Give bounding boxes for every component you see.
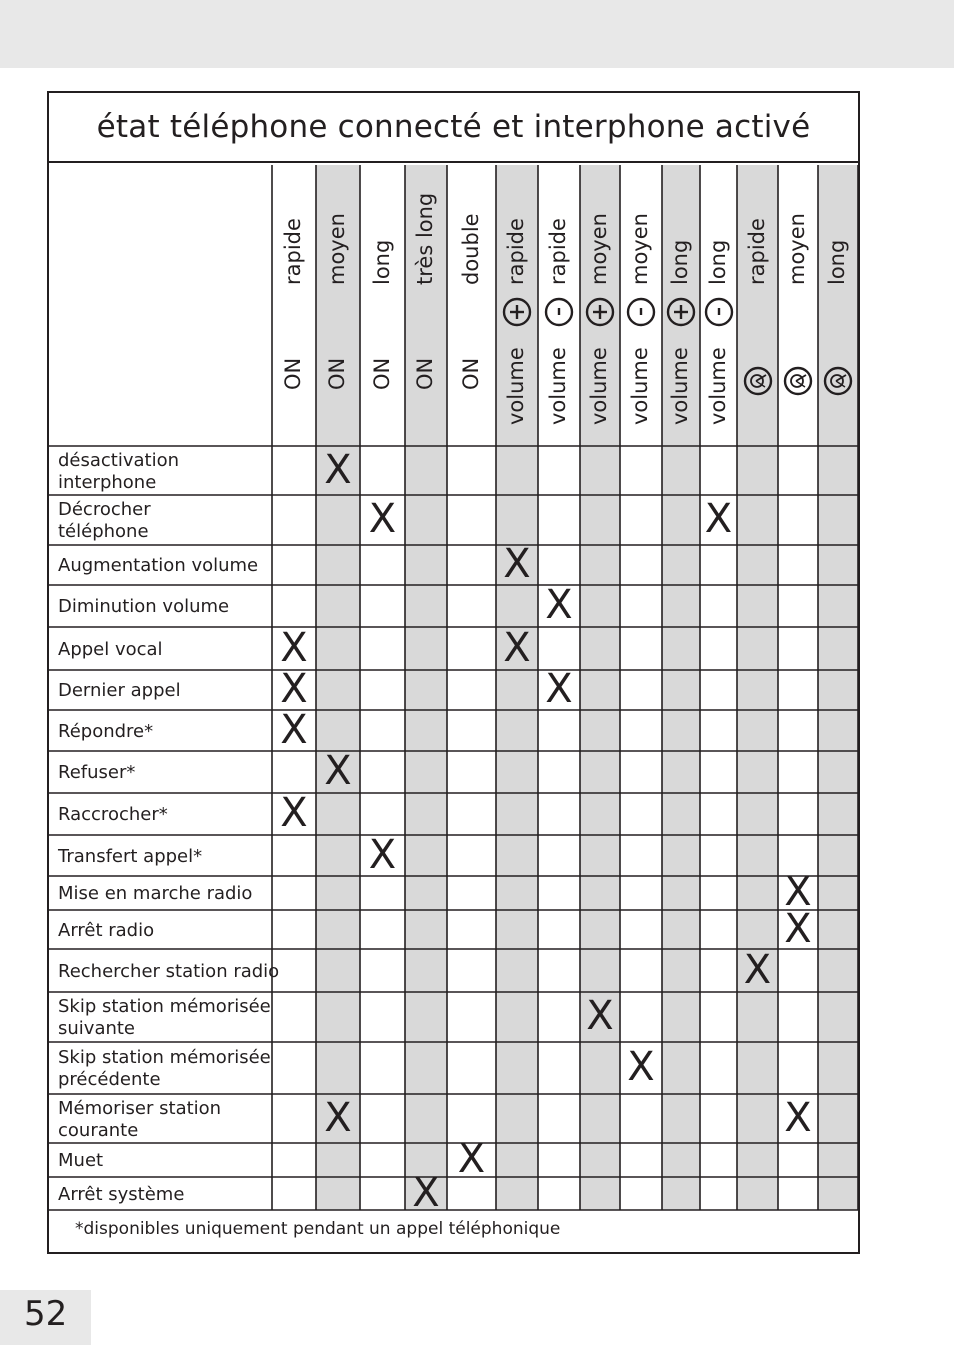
column-header-top: moyen: [628, 213, 652, 285]
minus-circle-icon: [626, 297, 656, 327]
column-header-bottom: volume: [705, 347, 730, 425]
row-label: [58, 450, 179, 494]
row-label-line: précédente: [58, 1069, 161, 1090]
x-mark: X: [324, 446, 352, 493]
x-mark: X: [368, 496, 397, 542]
x-mark: X: [503, 624, 531, 671]
shaded-column: [737, 165, 778, 1210]
x-mark: X: [545, 666, 573, 712]
column-header-top: long: [825, 239, 849, 285]
plus-circle-icon: [666, 297, 696, 327]
plus-circle-icon: [502, 297, 532, 327]
row-label: [58, 1047, 271, 1091]
column-header-bottom: volume: [668, 347, 692, 425]
row-label-line: Transfert appel*: [58, 845, 203, 867]
shaded-column: [405, 165, 447, 1210]
column-header-top: long: [705, 239, 730, 285]
column-header-top: rapide: [281, 218, 305, 285]
page-title: état téléphone connecté et interphone activé: [49, 93, 858, 163]
row-label: [58, 555, 258, 577]
row-label: [58, 961, 279, 983]
radio-dial-icon: [823, 366, 853, 396]
row-label: [58, 920, 154, 942]
plus-circle-icon: [585, 297, 615, 327]
column-header-top: rapide: [546, 218, 570, 285]
row-label: [58, 596, 229, 618]
row-label: [58, 721, 153, 743]
column-header-bottom: ON: [325, 357, 349, 390]
minus-circle-icon: [544, 297, 574, 327]
row-label: [58, 639, 163, 661]
shaded-column: [818, 165, 858, 1210]
x-mark: X: [784, 869, 812, 915]
row-label-line: Refuser*: [58, 762, 136, 783]
column-header-top: moyen: [587, 213, 611, 285]
row-label: [58, 804, 168, 826]
column-header-top: long: [369, 239, 394, 285]
x-mark: X: [503, 541, 531, 587]
row-label-line: Décrocher: [58, 499, 151, 520]
column-header-bottom: ON: [413, 357, 437, 390]
x-mark: X: [586, 993, 614, 1039]
column-header-bottom: ON: [369, 357, 394, 390]
column-header-top: double: [458, 213, 483, 285]
row-label: [58, 1184, 184, 1206]
column-header-bottom: ON: [458, 357, 483, 390]
row-label-line: Mise en marche radio: [58, 883, 253, 904]
x-mark: X: [457, 1136, 486, 1182]
row-label-line: Augmentation volume: [58, 555, 259, 576]
column-header-bottom: volume: [628, 347, 652, 425]
column-header-top: très long: [413, 192, 437, 285]
x-mark: X: [368, 831, 397, 878]
row-label-line: courante: [58, 1119, 139, 1141]
row-label-line: Muet: [58, 1150, 104, 1171]
x-mark: X: [743, 946, 772, 993]
row-label-line: Skip station mémorisée: [58, 996, 271, 1017]
x-mark: X: [704, 496, 733, 542]
row-label-line: suivante: [58, 1018, 136, 1039]
x-mark: X: [784, 905, 812, 952]
row-label: [58, 883, 252, 905]
row-label: [58, 996, 271, 1040]
row-label-line: Raccrocher*: [58, 804, 168, 825]
x-mark: X: [280, 706, 308, 753]
row-label-line: interphone: [58, 471, 157, 493]
column-header-bottom: ON: [281, 357, 305, 390]
column-header-top: moyen: [785, 213, 809, 285]
row-label: [58, 1150, 103, 1172]
row-label: [58, 762, 135, 784]
footnote: *disponibles uniquement pendant un appel téléphonique: [75, 1219, 561, 1239]
x-mark: X: [280, 666, 308, 712]
row-label-line: Diminution volume: [58, 596, 230, 617]
row-label-line: Skip station mémorisée: [58, 1047, 271, 1068]
column-header-bottom: volume: [587, 347, 611, 425]
row-label-line: téléphone: [58, 521, 149, 542]
row-label-line: Arrêt radio: [58, 919, 155, 941]
column-header-top: rapide: [744, 218, 769, 285]
x-mark: X: [280, 790, 308, 836]
row-label: [58, 1098, 221, 1142]
row-label-line: Répondre*: [58, 720, 154, 742]
radio-dial-icon: [783, 366, 813, 396]
minus-circle-icon: [704, 297, 734, 327]
row-label: [58, 680, 181, 702]
radio-dial-icon: [743, 366, 773, 396]
row-label-line: Dernier appel: [58, 680, 181, 701]
x-mark: X: [412, 1169, 440, 1216]
x-mark: X: [324, 748, 352, 794]
row-label: [58, 846, 202, 868]
x-mark: X: [324, 1094, 352, 1141]
row-label-line: Arrêt système: [58, 1183, 185, 1205]
row-label-line: Mémoriser station: [58, 1097, 222, 1119]
x-mark: X: [280, 624, 308, 671]
column-header-top: long: [668, 239, 692, 285]
row-label-line: Rechercher station radio: [58, 960, 280, 982]
row-label-line: Appel vocal: [58, 638, 163, 660]
shaded-column: [316, 165, 360, 1210]
column-header-bottom: volume: [546, 347, 570, 425]
x-mark: X: [627, 1044, 655, 1090]
row-label: [58, 499, 151, 543]
column-header-top: rapide: [504, 218, 528, 285]
column-header-bottom: volume: [504, 347, 528, 425]
row-label-line: désactivation: [58, 449, 180, 471]
page-number: 52: [24, 1294, 68, 1334]
x-mark: X: [545, 582, 573, 628]
x-mark: X: [784, 1094, 812, 1141]
column-header-top: moyen: [325, 213, 349, 285]
